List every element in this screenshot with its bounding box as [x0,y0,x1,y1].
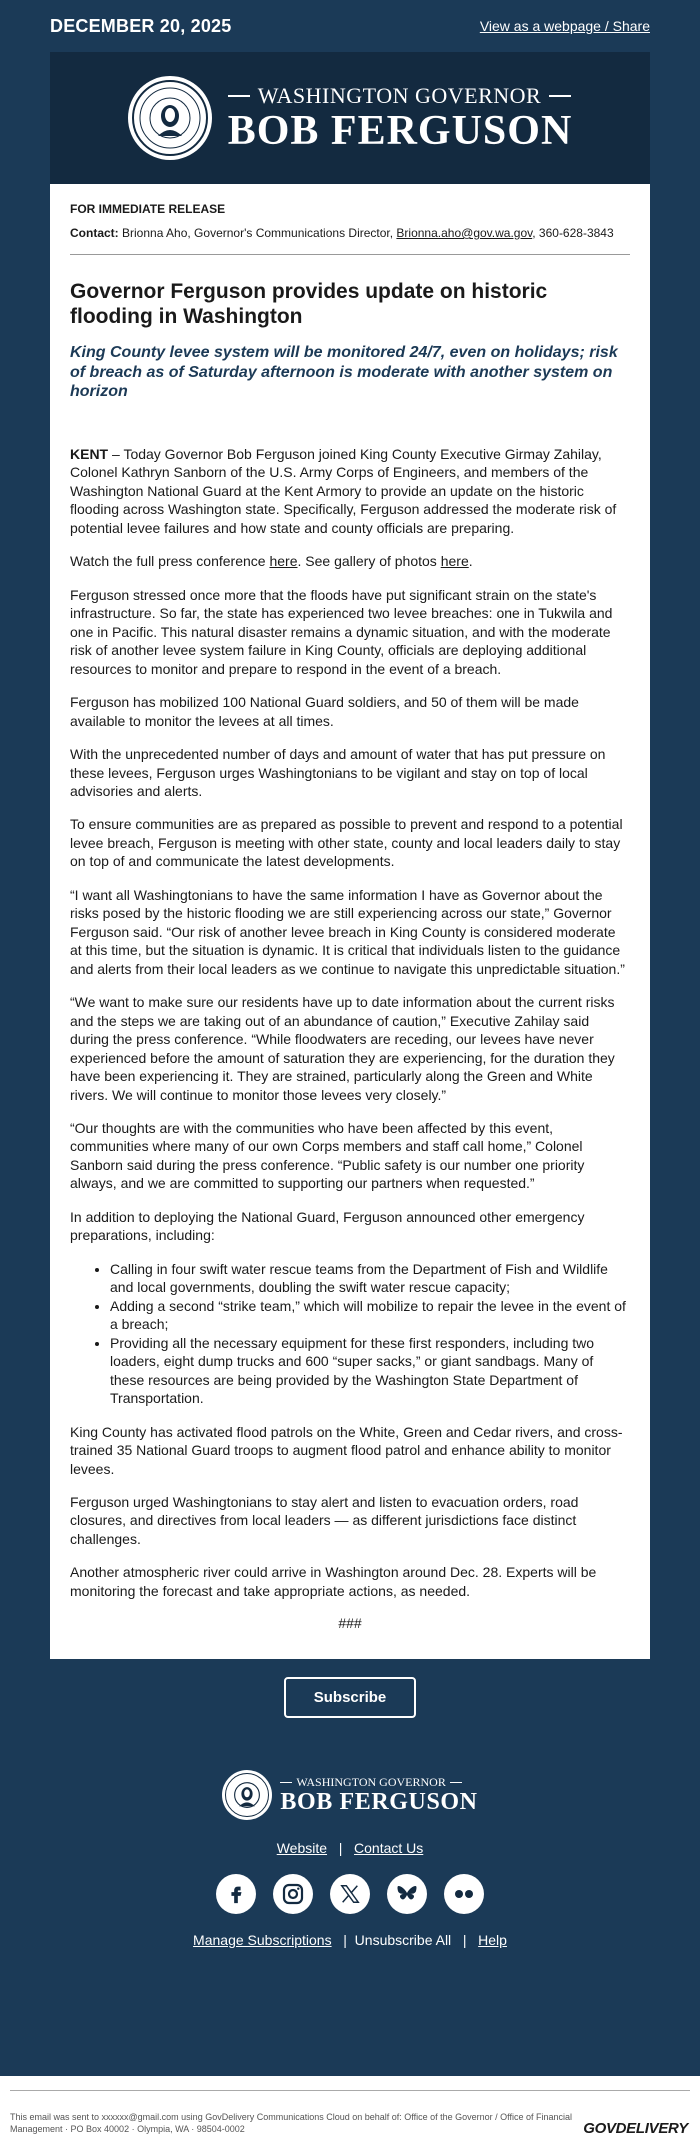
washington-seal-icon [138,86,202,150]
paragraph: Ferguson urged Washingtonians to stay alert and listen to evacuation orders, road closures, and directives from local leaders — as different jurisdictions face distinct challenges. [70,1493,579,1547]
release-date: DECEMBER 20, 2025 [50,15,232,36]
article-subhead: King County levee system will be monitored 24/7, even on holidays; risk of breach as of Saturday afternoon is moderate with another system on horizon [70,344,618,400]
subscribe-button[interactable]: Subscribe [284,1677,417,1718]
bluesky-icon[interactable] [387,1874,427,1914]
banner-title-line1: WASHINGTON GOVERNOR [257,82,542,108]
photo-gallery-link[interactable]: here [440,553,469,570]
paragraph: In addition to deploying the National Guard, Ferguson announced other emergency preparations, including: [70,1208,585,1244]
social-links [0,1874,700,1914]
release-label: FOR IMMEDIATE RELEASE [70,202,226,216]
govdelivery-logo: GOVDELIVERY [583,2120,688,2137]
end-mark: ### [338,1615,362,1632]
article-title: Governor Ferguson provides update on historic flooding in Washington [70,280,548,329]
unsubscribe-all-link[interactable]: Unsubscribe All [354,1932,452,1949]
paragraph: Ferguson stressed once more that the floods have put significant strain on the state's infrastructure. So far, the state has experienced two levee breaches: one in Tukwila and one in Pacific. This natural disaster remains a dynamic situation, and with the moderate risk of another levee system failure in King County, officials are deploying additional resources to monitor and prepare to respond in the event of a breach. [70,586,613,677]
website-link[interactable]: Website [276,1840,328,1857]
help-link[interactable]: Help [478,1932,507,1949]
contact-text: Brionna Aho, Governor's Communications Director, [118,226,397,240]
watch-text: Watch the full press conference [70,553,270,570]
footer-title-line2: BOB FERGUSON [280,1789,478,1816]
footer-links [0,1840,700,1856]
lede-text: – Today Governor Bob Ferguson joined King County Executive Girmay Zahilay, Colonel Kathryn Sanborn of the U.S. Army Corps of Engineers, and members of the Washington National Guard at the Kent Armory to provide an update on the historic flooding across Washington state. Specifically, Ferguson addressed the moderate risk of potential levee failures and how state and county officials are preparing. [70,445,617,536]
governor-banner [50,52,650,184]
facebook-icon[interactable] [216,1874,256,1914]
footer-wordmark [280,1775,477,1815]
watch-mid-text: . See gallery of photos [297,553,441,570]
paragraph: “We want to make sure our residents have up to date information about the current risks and the steps we are taking out of an abundance of caution,” Executive Zahilay said during the press conference. “While floodwaters are receding, our levees have never experienced before the amount of saturation they are experiencing, for the duration they have been experiencing it. They are strained, particularly along the Green and White rivers. We will continue to monitor those levees very closely.” [70,994,615,1103]
contact-line [70,226,630,240]
list-item: • Providing all the necessary equipment for these first responders, including two loaders, eight dump trucks and 600 “super sacks,” or giant sandbags. Many of these resources are being provided by the Washington State Department of Transportation. [110,1334,630,1408]
list-item: • Adding a second “strike team,” which will mobilize to repair the levee in the event of a breach; [110,1297,630,1334]
paragraph: King County has activated flood patrols on the White, Green and Cedar rivers, and cross-trained 35 National Guard troops to augment flood patrol and enhance ability to monitor levees. [70,1423,623,1477]
subscribe-area [0,1677,700,1718]
link-divider: | [462,1932,467,1949]
subscription-links [0,1932,700,1948]
top-bar [0,0,700,52]
banner-title-line2: BOB FERGUSON [227,107,573,154]
paragraph: To ensure communities are as prepared as possible to prevent and respond to a potential levee breach, Ferguson is meeting with other state, county and local leaders daily to stay on top of and communicate the latest developments. [70,816,623,870]
x-twitter-icon[interactable] [330,1874,370,1914]
paragraph-lede [70,445,630,537]
paragraph-watch [70,552,630,570]
link-divider: | [338,1840,343,1857]
paragraph: Ferguson has mobilized 100 National Guard soldiers, and 50 of them will be made available to monitor the levees at all times. [70,694,579,729]
dateline: KENT [70,445,109,462]
legal-text: This email was sent to xxxxxx@gmail.com using GovDelivery Communications Cloud on behalf of: Office of the Governor / Office of Financial Management · PO Box 40002 · Olympia, WA · 98504-0002 [10,2112,573,2134]
release-content [50,184,650,1659]
link-divider: | [343,1932,347,1949]
state-seal-logo [128,76,212,160]
contact-email-link[interactable]: Brionna.aho@gov.wa.gov [396,226,533,240]
email-card [50,52,650,1659]
contact-label: Contact: [70,226,119,240]
contact-us-link[interactable]: Contact Us [354,1840,424,1857]
preparations-list [70,1260,630,1408]
press-conference-link[interactable]: here [269,553,298,570]
view-as-webpage-link[interactable]: View as a webpage / Share [479,18,650,34]
flickr-icon[interactable] [444,1874,484,1914]
instagram-icon[interactable] [273,1874,313,1914]
footer-title-line1: WASHINGTON GOVERNOR [296,1775,446,1790]
watch-end-text: . [468,553,473,570]
paragraph: Another atmospheric river could arrive in Washington around Dec. 28. Experts will be monitoring the forecast and take appropriate actions, as needed. [70,1564,597,1599]
contact-phone: , 360-628-3843 [532,226,614,240]
washington-seal-icon [229,1777,265,1813]
governor-wordmark [228,83,573,153]
legal-divider [10,2090,690,2091]
divider [70,254,630,255]
manage-subscriptions-link[interactable]: Manage Subscriptions [193,1932,332,1949]
legal-footer [0,2076,700,2146]
list-item: • Calling in four swift water rescue teams from the Department of Fish and Wildlife and local governments, doubling the swift water rescue capacity; [110,1260,630,1297]
footer [0,1770,700,1948]
paragraph: With the unprecedented number of days and amount of water that has put pressure on these levees, Ferguson urges Washingtonians to be vigilant and stay on top of local advisories and alerts. [70,746,606,799]
footer-seal [222,1770,272,1820]
footer-logo [0,1770,700,1820]
paragraph: “Our thoughts are with the communities who have been affected by this event, communities where many of our own Corps members and staff call home,” Colonel Sanborn said during the press conference. “Public safety is our number one priority always, and we are committed to supporting our partners when requested.” [70,1120,585,1192]
paragraph: “I want all Washingtonians to have the same information I have as Governor about the risks posed by the historic flooding we are still experiencing across our state,” Governor Ferguson said. “Our risk of another levee breach in King County is considered moderate at this time, but the situation is dynamic. It is critical that individuals listen to the guidance and alerts from their local leaders as we continue to navigate this unpredictable situation.” [70,886,625,977]
